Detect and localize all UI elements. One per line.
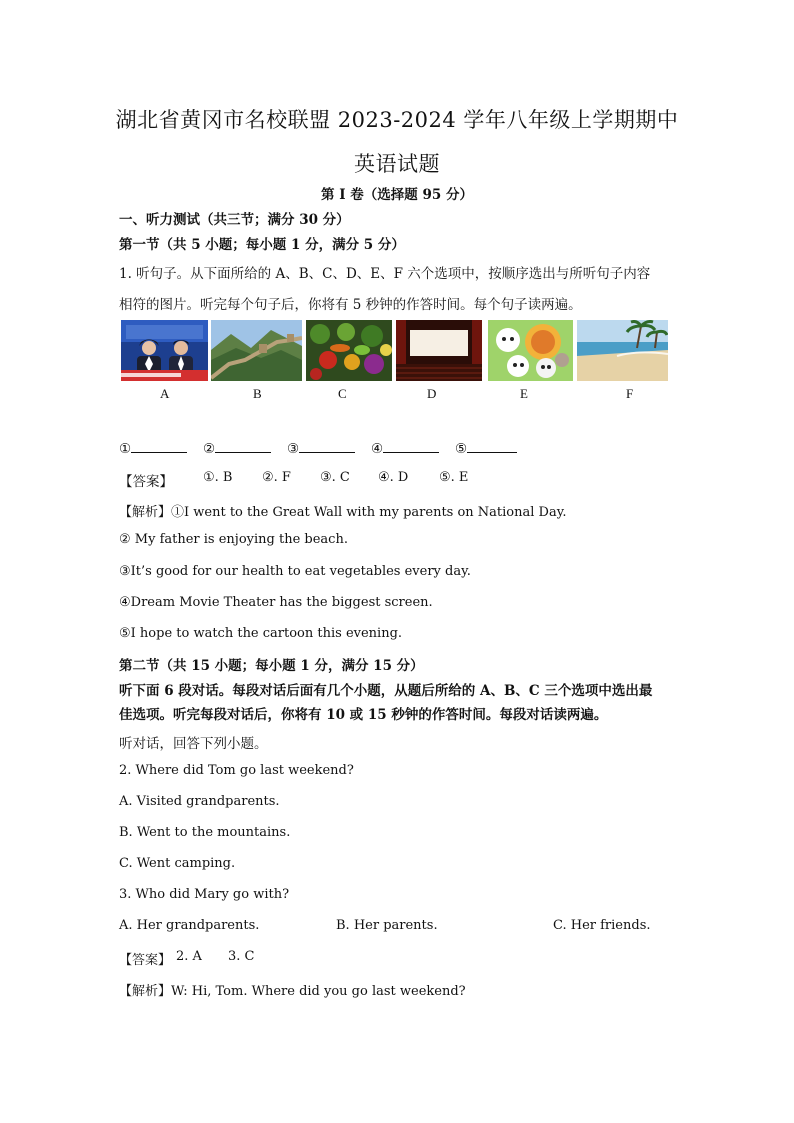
q1-instruction-line2: 相符的图片。听完每个句子后，你将有 5 秒钟的作答时间。每个句子读两遍。	[119, 297, 582, 313]
image-letter-c: C	[338, 386, 347, 401]
volume-heading: 第 I 卷（选择题 95 分）	[321, 187, 473, 203]
great-wall-image	[211, 320, 302, 381]
answer2-value: 3. C	[228, 949, 255, 964]
analysis2-line: 【解析】W: Hi, Tom. Where did you go last weekend?	[119, 984, 466, 999]
q2-option-a: A. Visited grandparents.	[119, 794, 280, 809]
analysis-line: ② My father is enjoying the beach.	[119, 532, 348, 547]
page-subtitle: 英语试题	[354, 152, 440, 176]
news-anchors-image	[121, 320, 208, 381]
question-3: 3. Who did Mary go with?	[119, 887, 290, 902]
answer-value: ③. C	[320, 470, 350, 485]
answer-value: ④. D	[378, 470, 409, 485]
image-letter-b: B	[253, 386, 262, 401]
answer2-value: 2. A	[176, 949, 202, 964]
cartoon-image	[488, 320, 573, 381]
section2-prompt: 听对话，回答下列小题。	[119, 736, 268, 752]
answer-value: ②. F	[262, 470, 291, 485]
q2-option-b: B. Went to the mountains.	[119, 825, 291, 840]
analysis-line: 【解析】①I went to the Great Wall with my parents on National Day.	[119, 505, 567, 520]
section2-heading: 第二节（共 15 小题；每小题 1 分，满分 15 分）	[119, 658, 424, 674]
section2-instruction-line1: 听下面 6 段对话。每段对话后面有几个小题，从题后所给的 A、B、C 三个选项中选出最	[119, 683, 653, 699]
analysis-line: ③It’s good for our health to eat vegetables every day.	[119, 564, 471, 579]
image-letter-f: F	[626, 386, 634, 401]
analysis-line: ④Dream Movie Theater has the biggest screen.	[119, 595, 433, 610]
answer-value: ⑤. E	[439, 470, 469, 485]
vegetables-image	[306, 320, 392, 381]
answer-blank-5[interactable]: ⑤	[455, 440, 517, 457]
movie-theater-image	[396, 320, 482, 381]
answer-blank-1[interactable]: ①	[119, 440, 187, 457]
answer-blank-3[interactable]: ③	[287, 440, 355, 457]
answer-label: 【答案】	[119, 474, 173, 490]
part1-heading: 一、听力测试（共三节；满分 30 分）	[119, 212, 350, 228]
section2-instruction-line2: 佳选项。听完每段对话后，你将有 10 或 15 秒钟的作答时间。每段对话读两遍。	[119, 707, 608, 723]
answer2-label: 【答案】	[119, 953, 172, 968]
image-letter-e: E	[520, 386, 528, 401]
q1-instruction-line1: 1. 听句子。从下面所给的 A、B、C、D、E、F 六个选项中，按顺序选出与所听句子内容	[119, 266, 651, 282]
question-2: 2. Where did Tom go last weekend?	[119, 763, 354, 778]
answer-blank-2[interactable]: ②	[203, 440, 271, 457]
section1-heading: 第一节（共 5 小题；每小题 1 分，满分 5 分）	[119, 237, 405, 253]
q3-option-c: C. Her friends.	[553, 918, 651, 933]
q3-option-b: B. Her parents.	[336, 918, 438, 933]
beach-image	[577, 320, 668, 381]
answer-value: ①. B	[203, 470, 233, 485]
image-letter-d: D	[427, 386, 437, 401]
image-letter-a: A	[160, 386, 170, 401]
q3-option-a: A. Her grandparents.	[119, 918, 260, 933]
analysis-line: ⑤I hope to watch the cartoon this evening.	[119, 626, 403, 641]
q2-option-c: C. Went camping.	[119, 856, 236, 871]
answer-blank-4[interactable]: ④	[371, 440, 439, 457]
page-title: 湖北省黄冈市名校联盟 2023-2024 学年八年级上学期期中	[115, 108, 679, 132]
